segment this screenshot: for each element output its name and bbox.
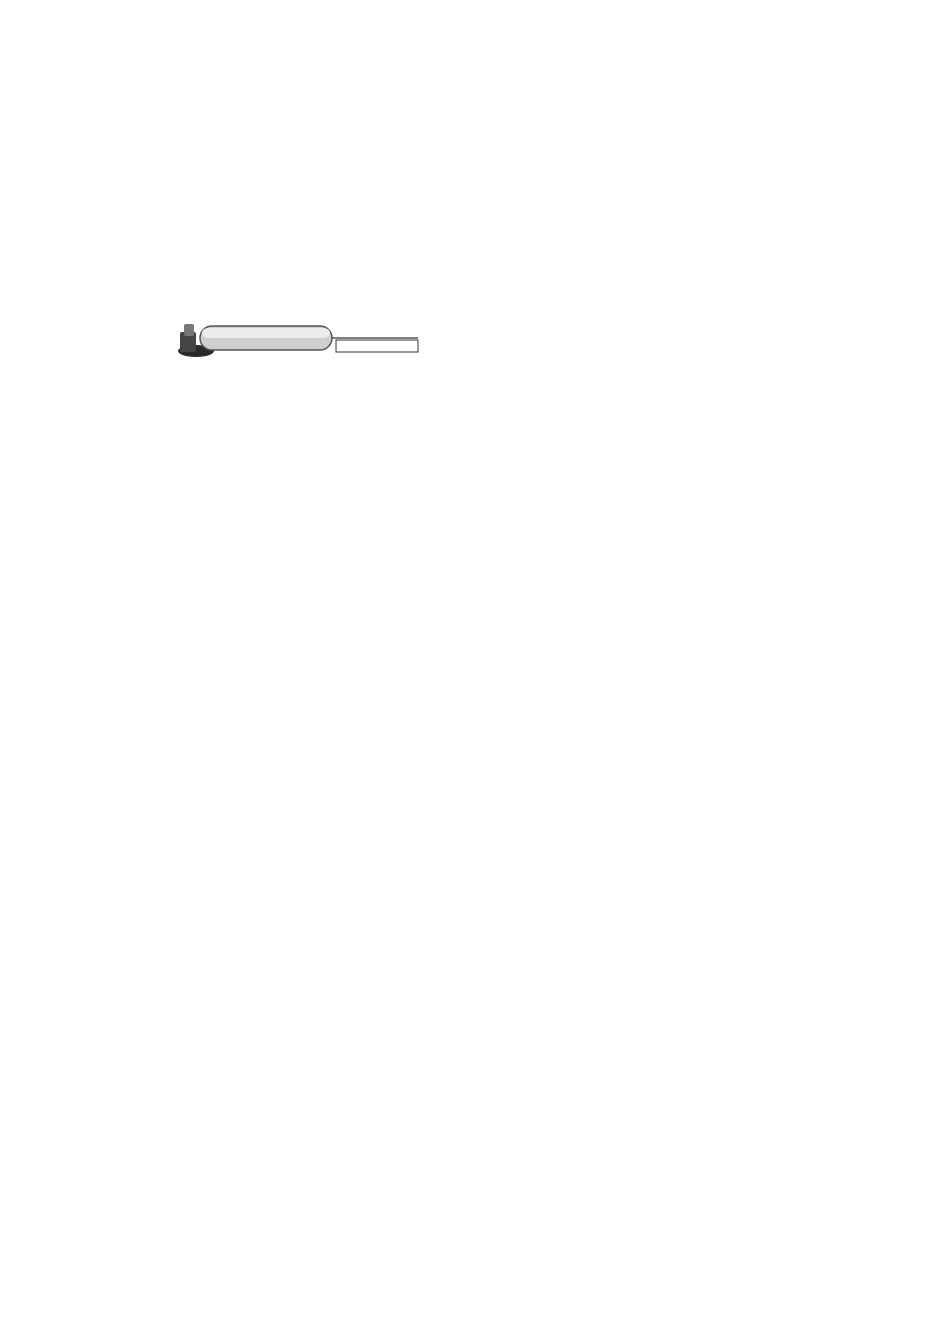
section-badge-icon xyxy=(176,318,426,360)
